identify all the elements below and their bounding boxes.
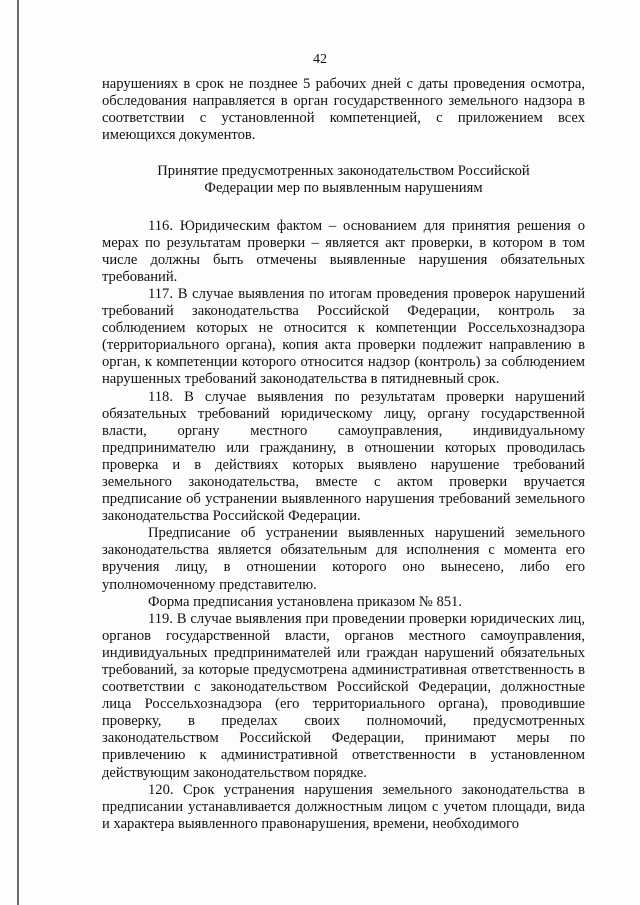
paragraph-120: 120. Срок устранения нарушения земельного законодательства в предписании устанавливается должностным лицом с учетом площади, вида и характера выявленного правонарушения, времени, необходимого <box>102 781 585 832</box>
document-body <box>102 76 585 833</box>
paragraph-116: 116. Юридическим фактом – основанием для принятия решения о мерах по результатам проверки – является акт проверки, в котором в том числе должны быть отмечены выявленные нарушения обязательных требований. <box>102 217 585 285</box>
intro-paragraph: нарушениях в срок не позднее 5 рабочих дней с даты проведения осмотра, обследования направляется в орган государственного земельного надзора в соответствии с установленной компетенцией, с приложением всех имеющихся документов. <box>102 76 585 144</box>
paragraph-119: 119. В случае выявления при проведении проверки юридических лиц, органов государственной власти, органов местного самоуправления, индивидуальных предпринимателей или граждан нарушений обязательных требований, за которые предусмотрена административная ответственность в соответствии с законодательством Российской Федерации, должностные лица Россельхознадзора (его территориального органа), проводившие проверку, в пределах своих полномочий, предусмотренных законодательством Российской Федерации, принимают меры по привлечению к административной ответственности в установленном действующим законодательством порядке. <box>102 610 585 781</box>
paragraph-117: 117. В случае выявления по итогам проведения проверок нарушений требований законодательства Российской Федерации, контроль за соблюдением которых не относится к компетенции Россельхознадзора (территориального органа), копия акта проверки подлежит направлению в орган, к компетенции которого относится надзор (контроль) за соблюдением нарушенных требований законодательства в пятидневный срок. <box>102 285 585 388</box>
section-heading-line-2: Федерации мер по выявленным нарушениям <box>204 180 483 197</box>
section-heading <box>102 163 585 197</box>
page-edge-line <box>17 0 19 905</box>
section-heading-line-1: Принятие предусмотренных законодательством Российской <box>157 163 530 180</box>
paragraph-118-order: Предписание об устранении выявленных нарушений земельного законодательства является обязательным для исполнения с момента его вручения лицу, в отношении которого оно вынесено, либо его уполномоченному представителю. <box>102 525 585 593</box>
page-number: 42 <box>313 52 327 67</box>
paragraph-118-form: Форма предписания установлена приказом № 851. <box>148 593 462 610</box>
paragraph-118: 118. В случае выявления по результатам проверки нарушений обязательных требований юридическому лицу, органу государственной власти, органу местного самоуправления, индивидуальному предпринимателю или гражданину, в отношении которых проводилась проверка и в действиях которых выявлено нарушение требований земельного законодательства, вместе с актом проверки вручается предписание об устранении выявленного нарушения требований земельного законодательства Российской Федерации. <box>102 388 585 525</box>
